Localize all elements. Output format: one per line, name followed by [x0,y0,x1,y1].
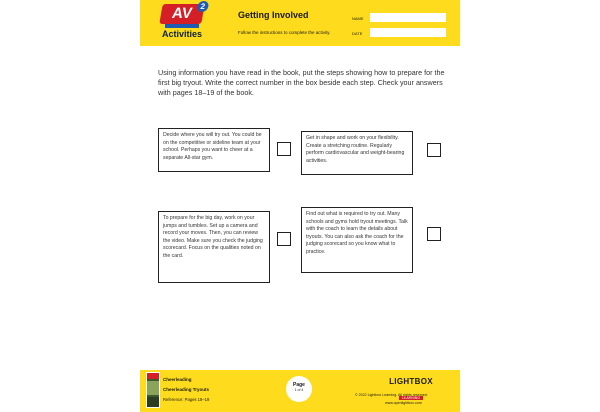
footer-band [140,370,460,412]
activities-label: Activities [161,29,203,39]
lightbox-logo [388,377,434,404]
series-name: Cheerleading [163,377,192,382]
answer-box-4[interactable] [427,227,441,241]
lightbox-logo-sub: LEARNING [399,396,423,400]
instructions-text: Using information you have read in the book, put the steps showing how to prepare for the first big tryout. Write the correct number in the box beside each step. Check your answers with pages 18–19 of the book. [158,68,445,97]
page-title: Getting Involved [238,10,309,20]
date-field[interactable] [370,28,446,37]
step-card-3: To prepare for the big day, work on your jumps and tumbles. Set up a camera and record your moves. Then, you can review the video. Make sure you check the judging scorecard. Focus on the qualities noted on the card. [158,211,270,283]
worksheet-page [140,0,460,412]
logo-strip [165,24,199,28]
answer-box-1[interactable] [277,142,291,156]
page-number-badge [286,376,312,402]
page-reference: Reference: Pages 18–19 [163,397,210,402]
step-card-2: Get in shape and work on your flexibility. Create a stretching routine. Regularly perform cardiovascular and weight-bearing activities. [301,131,413,175]
date-label: DATE [352,31,363,36]
av2-logo [154,4,210,42]
book-title: Cheerleading Tryouts [163,387,210,392]
book-cover-thumbnail [146,372,160,408]
name-label: NAME [352,16,364,21]
website-url[interactable]: www.openlightbox.com [385,401,422,405]
step-card-4: Find out what is required to try out. Many schools and gyms hold tryout meetings. Talk with the coach to learn the details about tryouts. You can also ask the coach for the judging scorecard so you know what to practice. [301,207,413,273]
header-band [140,0,460,46]
answer-box-2[interactable] [427,143,441,157]
av2-logo-text: AV [170,5,194,22]
page-subtitle: Follow the instructions to complete the activity. [238,30,331,35]
name-field[interactable] [370,13,446,22]
av2-logo-superscript: 2 [196,1,209,12]
page-label: Page [293,382,305,388]
page-number: 1 of 4 [294,388,304,392]
lightbox-logo-name: LIGHTBOX [389,377,433,386]
av2-logo-badge [159,4,205,24]
step-card-1: Decide where you will try out. You could be on the competitive or sideline team at your school. Perhaps you want to cheer at a separate All-star gym. [158,128,270,172]
copyright-text: © 2022 Lightbox Learning. All rights reserved. [355,393,428,397]
answer-box-3[interactable] [277,232,291,246]
